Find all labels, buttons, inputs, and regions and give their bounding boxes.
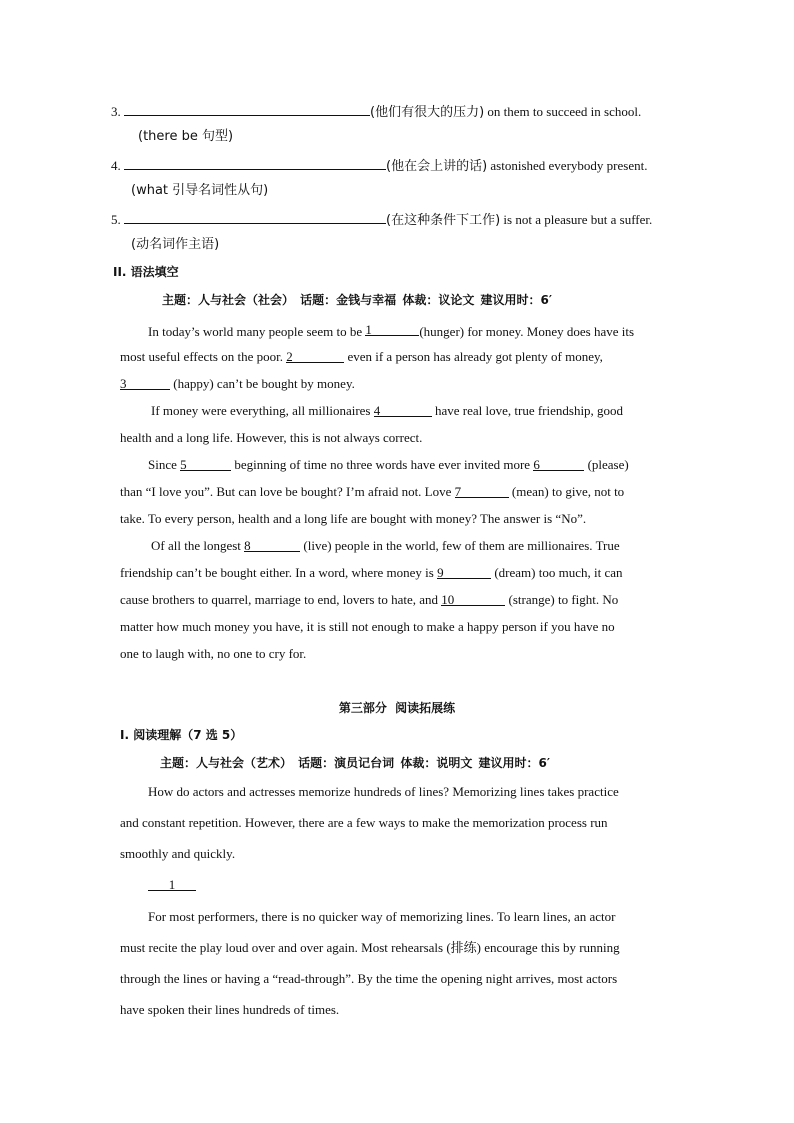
passage-line: matter how much money you have, it is still not enough to make a happy person if you have no [120, 619, 615, 634]
passage-line: must recite the play loud over and over again. Most rehearsals (排练) encourage this by running [120, 940, 620, 955]
grammar-note: (动名词作主语) [131, 237, 220, 252]
passage-line: most useful effects on the poor. 2 even if a person has already got plenty of money, [120, 349, 603, 364]
passage-line: For most performers, there is no quicker way of memorizing lines. To learn lines, an actor [148, 909, 616, 924]
section-meta: 主题：人与社会（艺术） 话题：演员记台词 体裁：说明文 建议用时：6′ [160, 756, 551, 770]
chinese-hint: (在这种条件下工作) [386, 213, 501, 228]
blank-6[interactable]: 6 [533, 456, 584, 471]
passage-line: have spoken their lines hundreds of times. [120, 1002, 340, 1017]
blank-9[interactable]: 9 [437, 564, 491, 579]
passage-line: friendship can’t be bought either. In a word, where money is 9 (dream) too much, it can [120, 565, 623, 580]
blank-2[interactable]: 2 [286, 348, 344, 363]
chinese-hint: (他们有很大的压力) [370, 105, 485, 120]
section-heading: II. 语法填空 [113, 265, 179, 279]
passage-line: Since 5 beginning of time no three words have ever invited more 6 (please) [148, 457, 629, 472]
passage-blank-1[interactable] [148, 876, 196, 894]
passage-line: one to laugh with, no one to cry for. [120, 646, 307, 661]
part-title: 第三部分 阅读拓展练 [338, 701, 456, 715]
passage-line: If money were everything, all millionaires 4 have real love, true friendship, good [151, 403, 624, 418]
chinese-hint: (他在会上讲的话) [386, 159, 488, 174]
grammar-note: (there be 句型) [138, 129, 234, 144]
passage-line: In today’s world many people seem to be 1 (hunger) for money. Money does have its [148, 322, 635, 339]
passage-line: health and a long life. However, this is not always correct. [120, 430, 423, 445]
blank-7[interactable]: 7 [455, 483, 509, 498]
passage-line: than “I love you”. But can love be bought? I’m afraid not. Love 7 (mean) to give, not to [120, 484, 625, 499]
item-number: 3. [111, 104, 121, 119]
passage-line: Of all the longest 8 (live) people in the world, few of them are millionaires. True [151, 538, 620, 553]
answer-blank[interactable] [124, 209, 386, 224]
answer-blank[interactable] [124, 101, 370, 116]
passage-line: smoothly and quickly. [120, 846, 236, 861]
blank-10[interactable]: 10 [441, 591, 505, 606]
passage-line: 3 (happy) can’t be bought by money. [120, 376, 355, 391]
blank-5[interactable]: 5 [180, 456, 231, 471]
passage-line: cause brothers to quarrel, marriage to end, lovers to hate, and 10 (strange) to fight. No [120, 592, 619, 607]
blank-8[interactable]: 8 [244, 537, 300, 552]
item-number: 5. [111, 212, 121, 227]
blank-3[interactable]: 3 [120, 375, 170, 390]
blank-number[interactable]: 1 [148, 876, 196, 891]
translation-item-4 [111, 155, 647, 176]
sentence-text: astonished everybody present. [487, 158, 648, 173]
answer-blank[interactable] [124, 155, 386, 170]
passage-line: through the lines or having a “read-through”. By the time the opening night arrives, most actors [120, 971, 618, 986]
translation-item-5 [111, 209, 652, 230]
translation-item-3 [111, 101, 641, 122]
passage-line: take. To every person, health and a long life are bought with money? The answer is “No”. [120, 511, 587, 526]
blank-1[interactable]: 1 [365, 321, 419, 336]
grammar-note: (what 引导名词性从句) [131, 183, 269, 198]
section-heading: I. 阅读理解（7 选 5） [120, 728, 243, 742]
passage-line: How do actors and actresses memorize hundreds of lines? Memorizing lines takes practice [148, 784, 619, 799]
sentence-text: on them to succeed in school. [484, 104, 642, 119]
passage-line: and constant repetition. However, there are a few ways to make the memorization process run [120, 815, 608, 830]
sentence-text: is not a pleasure but a suffer. [500, 212, 653, 227]
item-number: 4. [111, 158, 121, 173]
blank-4[interactable]: 4 [374, 402, 432, 417]
section-meta: 主题：人与社会（社会） 话题：金钱与幸福 体裁：议论文 建议用时：6′ [162, 293, 553, 307]
